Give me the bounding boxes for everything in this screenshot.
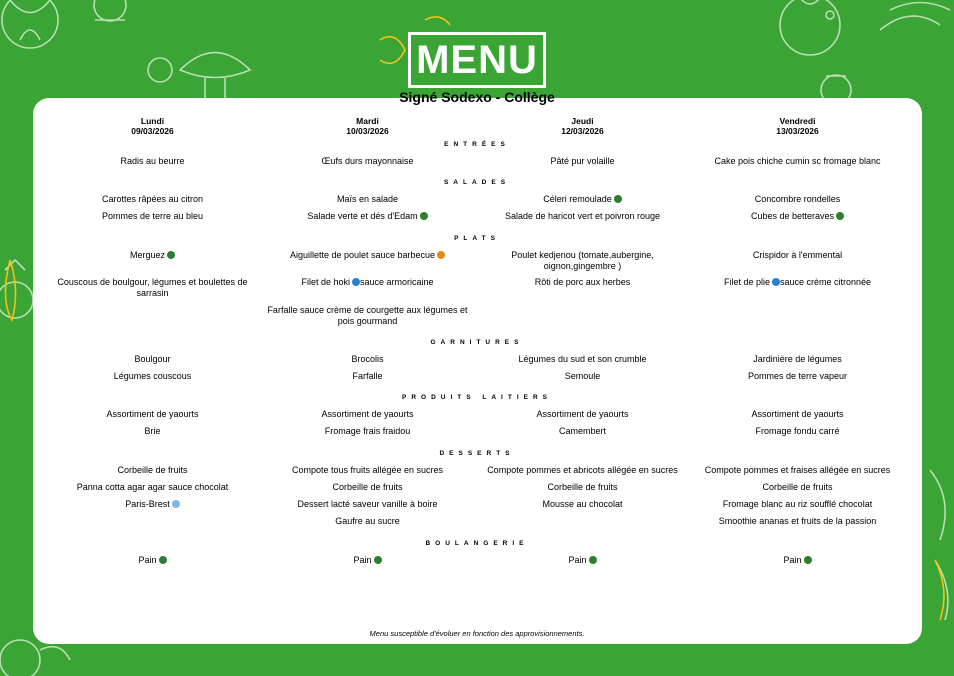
footnote: Menu susceptible d'évoluer en fonction des approvisionnements. — [369, 629, 585, 638]
menu-item: Poulet kedjenou (tomate,aubergine, oignon,gingembre ) — [511, 250, 654, 271]
section-boulangerie: BOULANGERIE — [425, 540, 529, 547]
fish-icon — [352, 278, 360, 286]
menu-item: Filet de plie sauce crème citronnée — [723, 277, 872, 287]
day-date: 13/03/2026 — [776, 126, 819, 136]
section-salades: SALADES — [443, 179, 511, 186]
menu-item: Compote tous fruits allégée en sucres — [291, 465, 444, 475]
menu-item: Farfalle sauce crème de courgette aux légumes et pois gourmand — [267, 305, 468, 326]
menu-item: Compote pommes et fraises allégée en sucres — [704, 465, 891, 475]
day-name: Mardi — [356, 116, 379, 126]
leaf-icon — [374, 556, 382, 564]
leaf-icon — [589, 556, 597, 564]
menu-item: Dessert lacté saveur vanille à boire — [297, 499, 438, 509]
menu-item: Assortiment de yaourts — [751, 409, 844, 419]
menu-item: Pommes de terre au bleu — [101, 211, 204, 221]
leaf-icon — [420, 212, 428, 220]
menu-item: Pommes de terre vapeur — [747, 371, 848, 381]
menu-item: Pain — [260, 555, 475, 566]
fish-icon — [772, 278, 780, 286]
menu-item: Camembert — [558, 426, 606, 436]
menu-item: Fromage fondu carré — [755, 426, 840, 436]
snowflake-icon — [172, 500, 180, 508]
menu-title: MENU — [416, 37, 538, 82]
menu-item: Corbeille de fruits — [762, 482, 833, 492]
day-name: Jeudi — [571, 116, 594, 126]
menu-item: Compote pommes et abricots allégée en sucres — [487, 465, 678, 475]
menu-item: Corbeille de fruits — [332, 482, 403, 492]
menu-item: Aiguillette de poulet sauce barbecue — [260, 250, 475, 261]
menu-item: Fromage blanc au riz soufflé chocolat — [722, 499, 873, 509]
menu-subtitle: Signé Sodexo - Collège — [399, 89, 555, 105]
leaf-icon — [159, 556, 167, 564]
menu-item: Cake pois chiche cumin sc fromage blanc — [714, 156, 881, 166]
leaf-icon — [614, 195, 622, 203]
section-plats: PLATS — [454, 235, 500, 242]
day-date: 09/03/2026 — [131, 126, 174, 136]
menu-item: Fromage frais fraidou — [324, 426, 411, 436]
menu-item: Farfalle — [352, 371, 383, 381]
menu-item: Concombre rondelles — [754, 194, 841, 204]
menu-item: Pain — [690, 555, 905, 566]
day-date: 12/03/2026 — [561, 126, 604, 136]
menu-item: Assortiment de yaourts — [536, 409, 629, 419]
day-header-lundi — [45, 116, 260, 136]
day-header-vendredi — [690, 116, 905, 136]
section-produits-laitiers: PRODUITS LAITIERS — [401, 394, 552, 401]
leaf-icon — [804, 556, 812, 564]
leaf-icon — [836, 212, 844, 220]
menu-item: Crispidor à l'emmental — [752, 250, 843, 260]
menu-item: Œufs durs mayonnaise — [321, 156, 414, 166]
menu-item: Gaufre au sucre — [335, 516, 400, 526]
menu-item: Semoule — [564, 371, 601, 381]
menu-item: Salade de haricot vert et poivron rouge — [504, 211, 661, 221]
menu-item: Merguez — [45, 250, 260, 261]
menu-item: Panna cotta agar agar sauce chocolat — [76, 482, 229, 492]
menu-item: Mousse au chocolat — [542, 499, 623, 509]
day-header-mardi — [260, 116, 475, 136]
menu-item: Filet de hoki sauce armoricaine — [301, 277, 434, 287]
menu-item: Smoothie ananas et fruits de la passion — [718, 516, 877, 526]
menu-item: Maïs en salade — [336, 194, 399, 204]
menu-item: Cubes de betteraves — [690, 211, 905, 222]
day-header-jeudi — [475, 116, 690, 136]
menu-item: Assortiment de yaourts — [106, 409, 199, 419]
day-date: 10/03/2026 — [346, 126, 389, 136]
menu-item: Pain — [45, 555, 260, 566]
menu-title-badge — [408, 32, 546, 88]
menu-item: Brie — [144, 426, 161, 436]
menu-item: Jardinière de légumes — [753, 354, 842, 364]
menu-item: Légumes couscous — [113, 371, 192, 381]
menu-item: Carottes râpées au citron — [101, 194, 204, 204]
menu-item: Céleri remoulade — [475, 194, 690, 205]
menu-item: Paris-Brest — [45, 499, 260, 510]
menu-item: Salade verte et dés d'Edam — [260, 211, 475, 222]
menu-item: Boulgour — [134, 354, 171, 364]
menu-item: Couscous de boulgour, légumes et boulettes de sarrasin — [57, 277, 248, 298]
menu-item: Assortiment de yaourts — [321, 409, 414, 419]
menu-item: Radis au beurre — [120, 156, 185, 166]
chef-hat-icon — [437, 251, 445, 259]
leaf-icon — [167, 251, 175, 259]
section-desserts: DESSERTS — [439, 450, 515, 457]
menu-item: Rôti de porc aux herbes — [534, 277, 631, 287]
menu-item: Pâté pur volaille — [550, 156, 615, 166]
day-name: Vendredi — [779, 116, 816, 126]
section-entrees: ENTRÉES — [444, 141, 510, 148]
menu-item: Corbeille de fruits — [117, 465, 188, 475]
section-garnitures: GARNITURES — [430, 339, 524, 346]
day-name: Lundi — [140, 116, 165, 126]
menu-item: Pain — [475, 555, 690, 566]
menu-item: Corbeille de fruits — [547, 482, 618, 492]
menu-item: Brocolis — [351, 354, 384, 364]
menu-item: Légumes du sud et son crumble — [518, 354, 647, 364]
